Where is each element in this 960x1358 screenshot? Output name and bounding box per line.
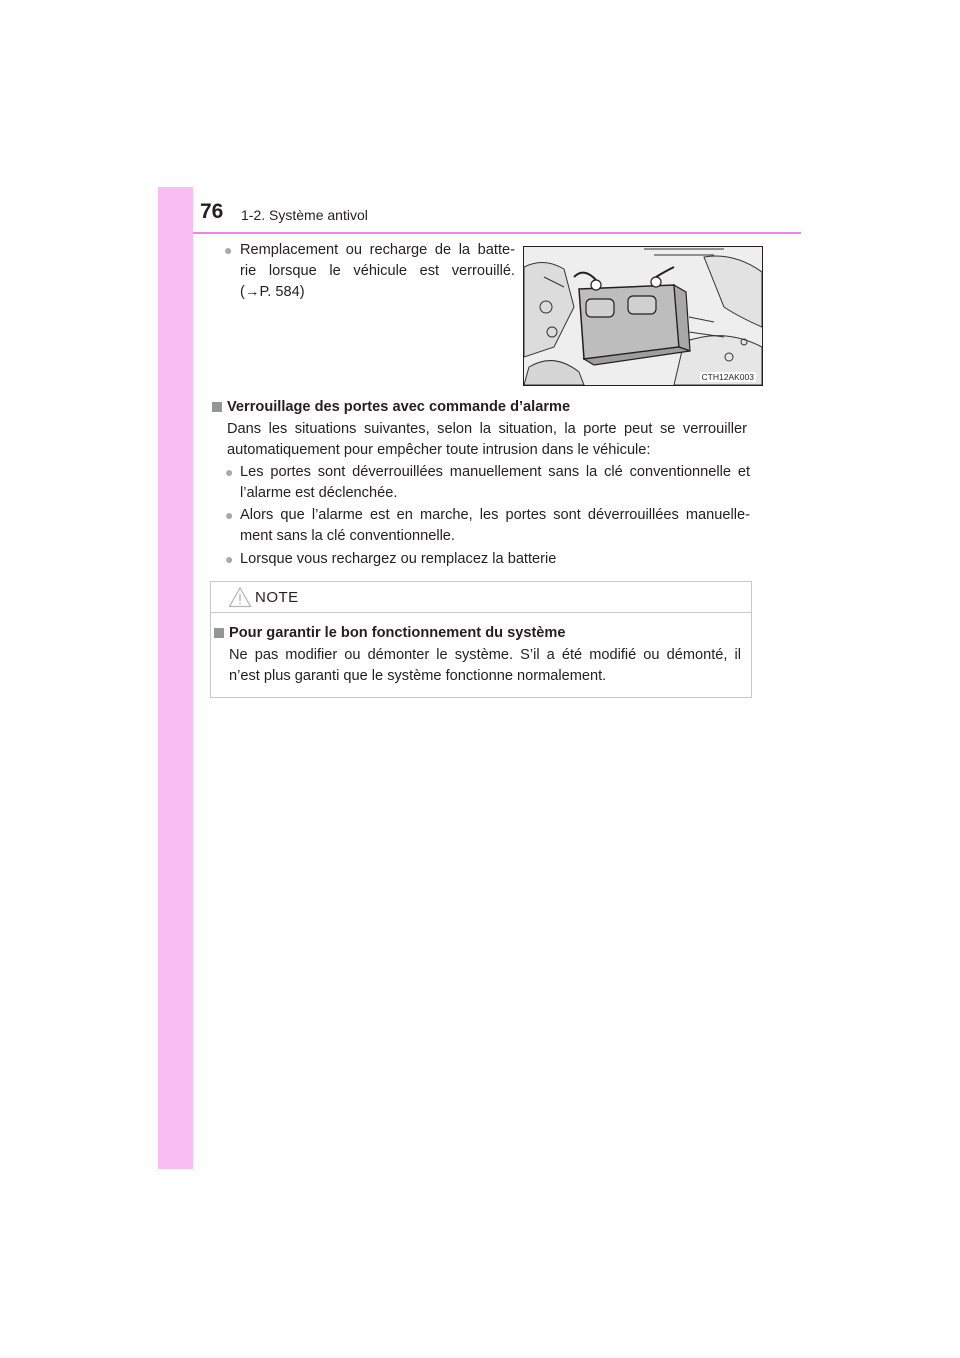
- warning-triangle-icon: [228, 586, 252, 608]
- item-2-line-1: Alors que l’alarme est en marche, les portes sont déverrouillées manuelle-: [240, 507, 750, 523]
- intro-line-1: Dans les situations suivantes, selon la situation, la porte peut se verrouiller: [227, 421, 747, 437]
- battery-illustration: [523, 246, 763, 386]
- battery-line-2: rie lorsque le véhicule est verrouillé.: [240, 263, 515, 279]
- bullet-icon: ●: [225, 551, 234, 567]
- bullet-icon: ●: [225, 507, 234, 523]
- bullet-icon: ●: [225, 464, 234, 480]
- alarm-list-item: [240, 505, 750, 547]
- note-title: NOTE: [255, 589, 299, 606]
- side-tab: [158, 187, 193, 1169]
- battery-item: [240, 240, 515, 303]
- note-heading: Pour garantir le bon fonctionnement du système: [229, 625, 566, 641]
- note-line-1: Ne pas modifier ou démonter le système. S’il a été modifié ou démonté, il: [229, 647, 741, 663]
- square-marker-icon: [214, 628, 224, 638]
- item-1-line-1: Les portes sont déverrouillées manuellement sans la clé conventionnelle et: [240, 464, 750, 480]
- alarm-lock-heading: Verrouillage des portes avec commande d’alarme: [227, 399, 571, 415]
- item-1-line-2: l’alarme est déclenchée.: [240, 485, 398, 501]
- item-2-line-2: ment sans la clé conventionnelle.: [240, 528, 455, 544]
- bullet-icon: ●: [224, 242, 233, 258]
- square-marker-icon: [212, 402, 222, 412]
- alarm-list-item: [240, 462, 750, 504]
- battery-line-3: (→P. 584): [240, 284, 305, 300]
- battery-line-1: Remplacement ou recharge de la batte-: [240, 242, 515, 258]
- note-header: [211, 582, 751, 613]
- alarm-list-item: [240, 549, 750, 570]
- intro-line-2: automatiquement pour empêcher toute intrusion dans le véhicule:: [227, 442, 651, 458]
- battery-drawing: [524, 247, 762, 385]
- page-number: 76: [200, 200, 224, 223]
- illustration-code: CTH12AK003: [701, 372, 754, 382]
- header-rule: [193, 232, 801, 234]
- alarm-lock-intro: [227, 419, 747, 461]
- note-line-2: n’est plus garanti que le système fonctionne normalement.: [229, 668, 607, 684]
- note-box: [210, 581, 752, 698]
- section-title: 1-2. Système antivol: [241, 207, 368, 223]
- item-3-line-1: Lorsque vous rechargez ou remplacez la batterie: [240, 551, 557, 567]
- note-body: [229, 645, 741, 687]
